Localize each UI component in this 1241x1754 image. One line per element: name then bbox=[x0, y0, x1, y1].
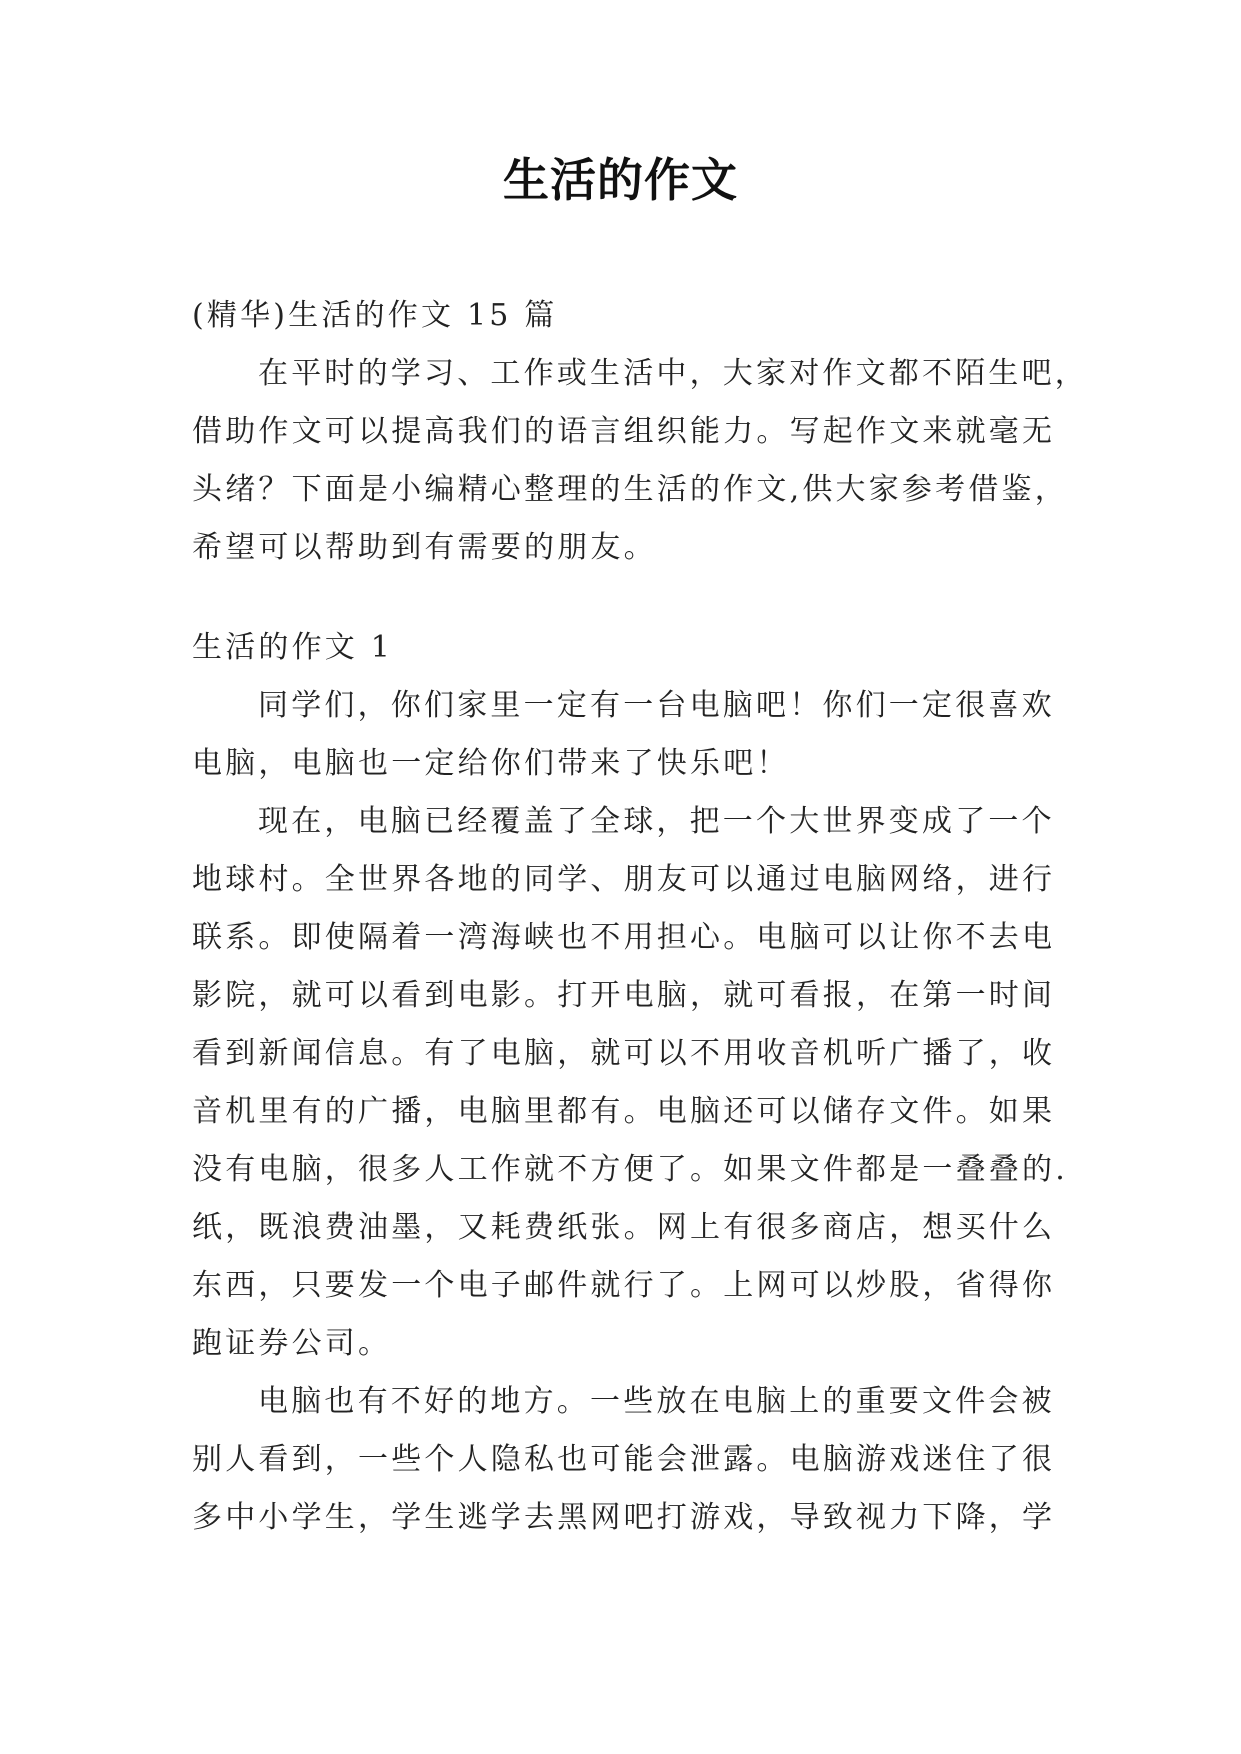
intro-paragraph bbox=[192, 345, 1088, 577]
text-line: 联系。即使隔着一湾海峡也不用担心。电脑可以让你不去电 bbox=[192, 920, 1056, 955]
text-line: 多中小学生，学生逃学去黑网吧打游戏，导致视力下降，学 bbox=[192, 1500, 1056, 1535]
text-line: 电脑也有不好的地方。一些放在电脑上的重要文件会被 bbox=[258, 1384, 1055, 1419]
text-line: 跑证券公司。 bbox=[192, 1326, 392, 1361]
text-line: 电脑，电脑也一定给你们带来了快乐吧！ bbox=[192, 746, 790, 781]
text-line: 纸，既浪费油墨，又耗费纸张。网上有很多商店，想买什么 bbox=[192, 1210, 1056, 1245]
text-line: 同学们，你们家里一定有一台电脑吧！你们一定很喜欢 bbox=[258, 688, 1055, 723]
text-line: 看到新闻信息。有了电脑，就可以不用收音机听广播了，收 bbox=[192, 1036, 1056, 1071]
text-line: 在平时的学习、工作或生活中，大家对作文都不陌生吧， bbox=[258, 356, 1088, 391]
body-paragraph-2 bbox=[192, 793, 1068, 1373]
document-title: 生活的作文 bbox=[503, 153, 738, 207]
text-line: 头绪？下面是小编精心整理的生活的作文,供大家参考借鉴， bbox=[192, 472, 1068, 507]
text-line: 现在，电脑已经覆盖了全球，把一个大世界变成了一个 bbox=[258, 804, 1055, 839]
document-body bbox=[192, 287, 1088, 1547]
text-line: 音机里有的广播，电脑里都有。电脑还可以储存文件。如果 bbox=[192, 1094, 1056, 1129]
body-paragraph-3 bbox=[192, 1373, 1056, 1547]
text-line: 希望可以帮助到有需要的朋友。 bbox=[192, 530, 657, 565]
text-line: 没有电脑，很多人工作就不方便了。如果文件都是一叠叠的. bbox=[192, 1152, 1068, 1187]
document-subtitle: (精华)生活的作文 15 篇 bbox=[192, 298, 558, 333]
text-line: 地球村。全世界各地的同学、朋友可以通过电脑网络，进行 bbox=[192, 862, 1056, 897]
text-line: 影院，就可以看到电影。打开电脑，就可看报，在第一时间 bbox=[192, 978, 1056, 1013]
text-line: 借助作文可以提高我们的语言组织能力。写起作文来就毫无 bbox=[192, 414, 1056, 449]
text-line: 东西，只要发一个电子邮件就行了。上网可以炒股，省得你 bbox=[192, 1268, 1056, 1303]
body-paragraph-1 bbox=[192, 677, 1055, 793]
section-heading: 生活的作文 1 bbox=[192, 630, 394, 665]
text-line: 别人看到，一些个人隐私也可能会泄露。电脑游戏迷住了很 bbox=[192, 1442, 1056, 1477]
